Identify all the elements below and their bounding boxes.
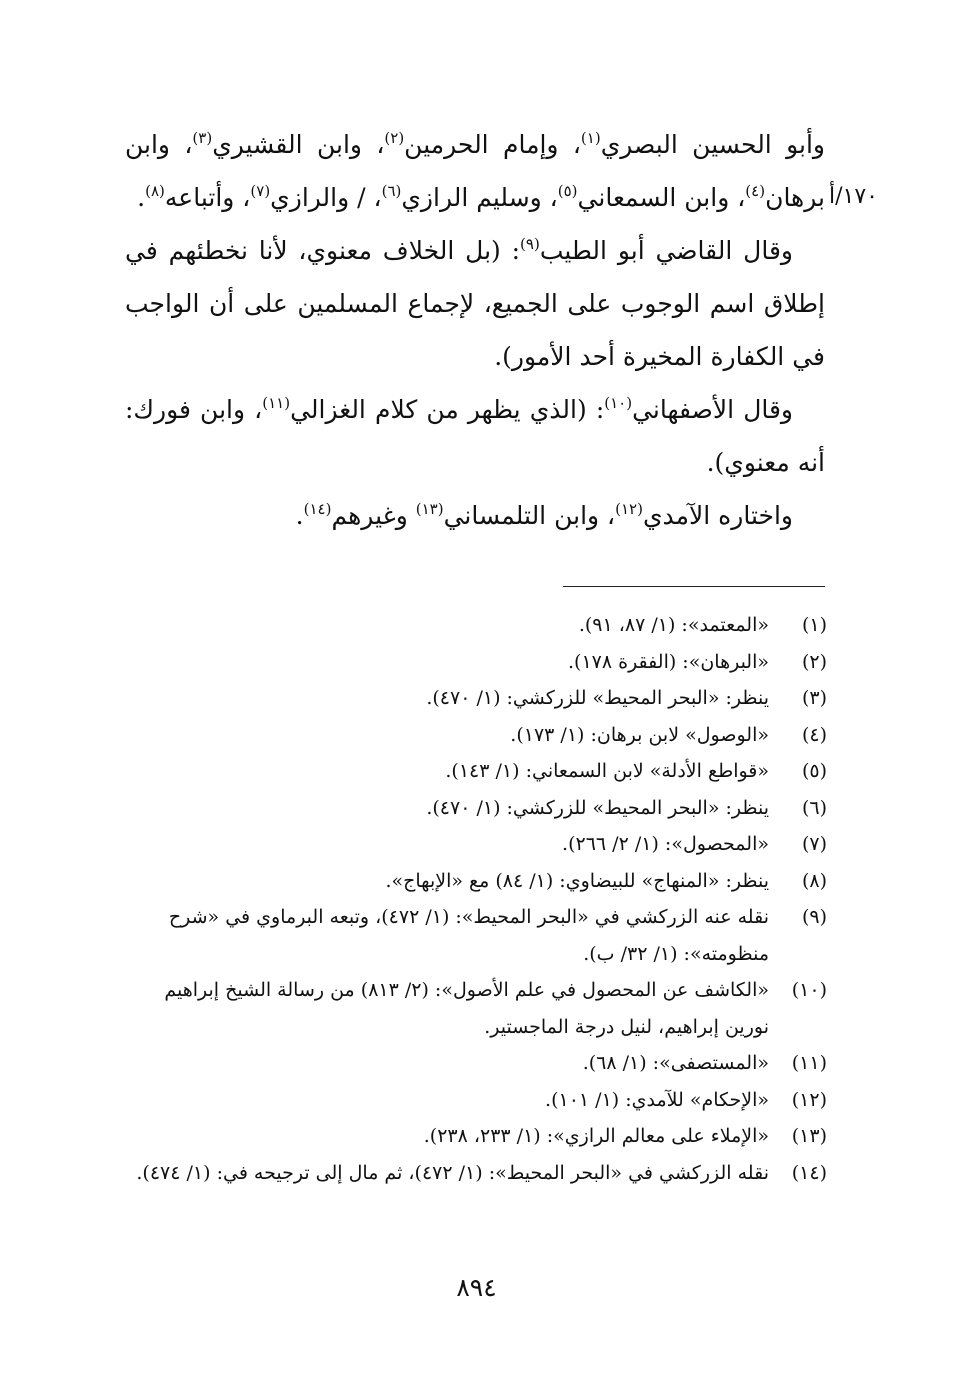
footnote-marker[interactable]: (١١) xyxy=(262,394,291,412)
text-run: : (بل الخلاف معنوي، لأنا نخطئهم في إطلاق اسم الوجوب على الجميع، لإجماع المسلمين على أن الواجب في الكفارة المخيرة أحد الأمور). xyxy=(125,236,825,371)
text-run: ، وابن برهان xyxy=(125,130,825,212)
footnote-marker[interactable]: (٥) xyxy=(557,182,578,200)
main-text-body xyxy=(125,118,825,542)
text-run: : (الذي يظهر من كلام الغزالي xyxy=(290,395,605,424)
footnote-marker[interactable]: (٨) xyxy=(145,182,165,200)
text-run: وأبو الحسين البصري xyxy=(600,130,825,159)
text-run: وقال الأصفهاني xyxy=(632,395,793,424)
footnote-marker[interactable]: (٤) xyxy=(745,182,766,200)
footnote-marker[interactable]: (٣) xyxy=(192,129,213,147)
footnote-item xyxy=(121,863,827,900)
footnote-marker[interactable]: (١) xyxy=(580,129,601,147)
footnote-item xyxy=(121,899,827,972)
text-run: ، وأتباعه xyxy=(164,183,251,212)
footnote-number: (٨) xyxy=(801,869,827,892)
text-run: ، وسليم الرازي xyxy=(401,183,558,212)
footnote-number: (١) xyxy=(801,614,827,636)
footnote-item xyxy=(121,790,827,827)
footnote-number: (١٤) xyxy=(791,1161,827,1184)
text-run: واختاره الآمدي xyxy=(642,501,793,530)
footnote-number: (١٢) xyxy=(791,1088,827,1111)
text-run: ، وابن السمعاني xyxy=(577,183,746,212)
footnote-item xyxy=(121,717,827,754)
footnote-text: «البرهان»: (الفقرة ١٧٨). xyxy=(568,650,769,673)
footnote-text: «الكاشف عن المحصول في علم الأصول»: (٢/ ٨١٣) من رسالة الشيخ إبراهيم نورين إبراهيم، لنيل درجة الماجستير. xyxy=(164,979,769,1038)
footnote-item xyxy=(121,826,827,863)
footnote-item xyxy=(121,644,827,681)
text-run: ، وابن فورك: أنه معنوي). xyxy=(125,395,825,477)
footnote-number: (٥) xyxy=(801,760,827,782)
footnote-text: «قواطع الأدلة» لابن السمعاني: (١/ ١٤٣). xyxy=(445,760,769,782)
footnote-text: نقله الزركشي في «البحر المحيط»: (١/ ٤٧٢)، ثم مال إلى ترجيحه في: (١/ ٤٧٤). xyxy=(136,1161,769,1184)
text-run: . xyxy=(295,501,304,530)
footnote-text: ينظر: «البحر المحيط» للزركشي: (١/ ٤٧٠). xyxy=(426,687,769,709)
footnote-item xyxy=(121,753,827,790)
manuscript-folio-marker: ١٧٠/أ xyxy=(829,184,878,209)
text-run: ، / والرازي xyxy=(270,183,382,212)
footnote-marker[interactable]: (١٣) xyxy=(415,500,444,518)
footnote-text: ينظر: «البحر المحيط» للزركشي: (١/ ٤٧٠). xyxy=(426,796,769,819)
text-run: وغيرهم xyxy=(331,501,416,530)
body-paragraph xyxy=(125,224,825,383)
footnote-text: نقله عنه الزركشي في «البحر المحيط»: (١/ ٤٧٢)، وتبعه البرماوي في «شرح منظومته»: (١/ ٣٢/ ب). xyxy=(168,906,769,965)
footnote-text: ينظر: «المنهاج» للبيضاوي: (١/ ٨٤) مع «الإبهاج». xyxy=(385,869,769,892)
footnote-item xyxy=(121,972,827,1045)
footnote-marker[interactable]: (١٠) xyxy=(604,394,633,412)
body-paragraph xyxy=(125,489,825,542)
footnote-item xyxy=(121,1045,827,1082)
text-run: . xyxy=(137,183,146,212)
footnote-text: «المحصول»: (١/ ٢/ ٢٦٦). xyxy=(562,833,769,855)
footnote-number: (٧) xyxy=(801,833,827,855)
footnote-item xyxy=(121,1155,827,1192)
footnote-item xyxy=(121,607,827,644)
footnote-marker[interactable]: (٢) xyxy=(384,129,405,147)
footnote-separator xyxy=(563,586,825,587)
text-run: وقال القاضي أبو الطيب xyxy=(539,236,793,265)
footnote-number: (٩) xyxy=(801,906,827,928)
footnote-number: (١٣) xyxy=(791,1125,827,1147)
footnote-marker[interactable]: (٩) xyxy=(520,235,540,253)
footnote-marker[interactable]: (٧) xyxy=(250,182,271,200)
footnote-text: «المستصفى»: (١/ ٦٨). xyxy=(582,1052,769,1074)
footnote-marker[interactable]: (١٤) xyxy=(303,500,332,518)
text-run: ، وابن التلمساني xyxy=(443,501,616,530)
footnote-number: (٦) xyxy=(801,796,827,819)
footnotes-section xyxy=(121,607,827,1191)
footnote-text: «المعتمد»: (١/ ٨٧، ٩١). xyxy=(578,614,769,636)
footnote-number: (١١) xyxy=(791,1052,827,1074)
footnote-text: «الإحكام» للآمدي: (١/ ١٠١). xyxy=(545,1088,769,1111)
footnote-item xyxy=(121,680,827,717)
footnote-item xyxy=(121,1082,827,1119)
footnote-text: «الإملاء على معالم الرازي»: (١/ ٢٣٣، ٢٣٨). xyxy=(423,1125,769,1147)
footnote-marker[interactable]: (١٢) xyxy=(615,500,643,518)
footnote-number: (١٠) xyxy=(791,979,827,1001)
page-number: ٨٩٤ xyxy=(456,1273,497,1302)
body-paragraph xyxy=(125,383,825,489)
text-run: ، وابن القشيري xyxy=(212,130,385,159)
footnote-number: (٣) xyxy=(801,687,827,709)
body-paragraph xyxy=(125,118,825,224)
footnote-text: «الوصول» لابن برهان: (١/ ١٧٣). xyxy=(510,723,769,746)
text-run: ، وإمام الحرمين xyxy=(404,130,581,159)
footnote-number: (٤) xyxy=(801,723,827,746)
footnote-item xyxy=(121,1118,827,1155)
footnote-number: (٢) xyxy=(801,650,827,673)
footnote-marker[interactable]: (٦) xyxy=(381,182,402,200)
